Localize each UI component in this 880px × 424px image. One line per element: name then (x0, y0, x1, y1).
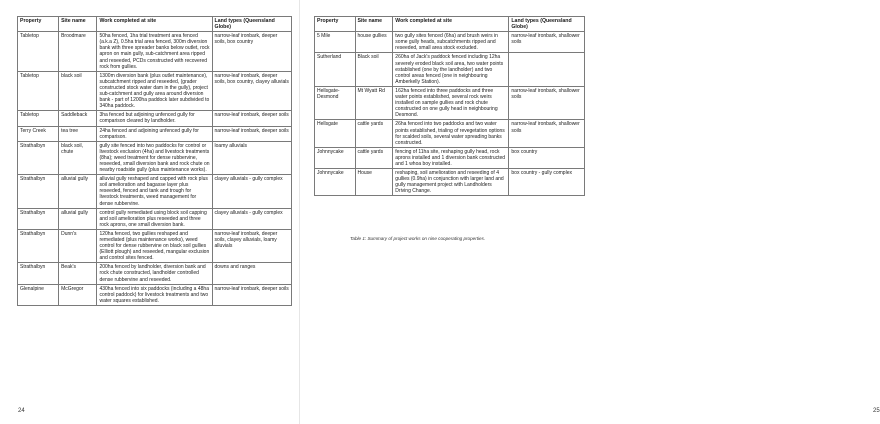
cell-property: Strathalbyn (18, 141, 59, 174)
page-number-left: 24 (18, 408, 25, 414)
cell-site-name: alluvial gully (59, 208, 97, 229)
cell-work-completed: reshaping, soil amelioration and reseeding of 4 gullies (0.9ha) in conjunction with larger land and gully management project with Landholders Driving Change. (393, 169, 509, 196)
cell-land-types: narrow-leaf ironbark, deeper soils, box country (212, 32, 291, 72)
cell-property: Tabletop (18, 111, 59, 126)
cell-land-types: narrow-leaf ironbark, shallower soils (509, 86, 585, 119)
table-row (315, 53, 585, 86)
cell-site-name: cattle yards (355, 120, 393, 147)
header-land-types: Land types (Queensland Globe) (509, 17, 585, 32)
cell-site-name: Dunn's (59, 229, 97, 262)
table-row (315, 86, 585, 119)
cell-land-types: narrow-leaf ironbark, shallower soils (509, 120, 585, 147)
header-property: Property (18, 17, 59, 32)
cell-land-types: narrow-leaf ironbark, deeper soils (212, 111, 291, 126)
table-row (18, 229, 292, 262)
header-property: Property (315, 17, 356, 32)
page-number-right: 25 (873, 408, 880, 414)
table-row (18, 141, 292, 174)
table-row (18, 263, 292, 284)
cell-site-name: Broodmare (59, 32, 97, 72)
cell-land-types (509, 53, 585, 86)
table-row (315, 120, 585, 147)
table-row (18, 208, 292, 229)
cell-work-completed: alluvial gully reshaped and capped with rock plus soil amelioration and bagasse layer plus reseeded, fenced and tank and trough for livestock treatments, weed management for dense rubbervine. (97, 175, 212, 208)
cell-work-completed: 3ha fenced but adjoining unfenced gully for comparison cleared by landholder. (97, 111, 212, 126)
table-body-left (18, 32, 292, 306)
cell-work-completed: 200ha fenced by landholder, diversion bank and rock chute constructed, landholder controlled dense rubbervine and reseeded. (97, 263, 212, 284)
cell-work-completed: control gully remediated using block soil capping and soil amelioration plus reseeded and three rock aprons, one small diversion bank. (97, 208, 212, 229)
table-row (315, 169, 585, 196)
cell-site-name: Saddleback (59, 111, 97, 126)
cell-land-types: narrow-leaf ironbark, deeper soils (212, 126, 291, 141)
cell-site-name: Mt Wyatt Rd (355, 86, 393, 119)
cell-property: Tabletop (18, 71, 59, 111)
cell-work-completed: fencing of 11ha site, reshaping gully head, rock aprons installed and 1 diversion bank constructed and 1 whoa boy installed. (393, 147, 509, 168)
cell-property: Strathalbyn (18, 229, 59, 262)
header-land-types: Land types (Queensland Globe) (212, 17, 291, 32)
table-row (18, 284, 292, 305)
table-row (315, 147, 585, 168)
cell-land-types: narrow-leaf ironbark, deeper soils, box country, clayey alluvials (212, 71, 291, 111)
cell-work-completed: two gully sites fenced (6ha) and brush weirs in some gully heads, subcatchments ripped and reseeded, small area stock excluded. (393, 32, 509, 53)
works-table-right (314, 16, 585, 196)
cell-property: Strathalbyn (18, 208, 59, 229)
cell-land-types: clayey alluvials - gully complex (212, 175, 291, 208)
cell-property: Hellsgate (315, 120, 356, 147)
cell-property: Hellsgate-Desmond (315, 86, 356, 119)
cell-property: Tabletop (18, 32, 59, 72)
cell-site-name: McGregor (59, 284, 97, 305)
cell-site-name: cattle yards (355, 147, 393, 168)
cell-land-types: narrow-leaf ironbark, shallower soils (509, 32, 585, 53)
cell-land-types: loamy alluvials (212, 141, 291, 174)
cell-site-name: Black soil (355, 53, 393, 86)
header-work-completed: Work completed at site (393, 17, 509, 32)
cell-work-completed: gully site fenced into two paddocks for control or livestock exclusion (4ha) and livestock treatments (8ha); weed treatment for dense rubbervine, reseeded, small diversion bank and rock chute on nearby roadside gully (plus maintenance works). (97, 141, 212, 174)
cell-site-name: alluvial gully (59, 175, 97, 208)
cell-land-types: clayey alluvials - gully complex (212, 208, 291, 229)
cell-work-completed: 24ha fenced and adjoining unfenced gully for comparison. (97, 126, 212, 141)
cell-property: Johnnycake (315, 147, 356, 168)
cell-site-name: tea tree (59, 126, 97, 141)
cell-work-completed: 26ha fenced into two paddocks and two water points established, trialing of revegetation options for scalded soils, several water spreading banks constructed. (393, 120, 509, 147)
cell-work-completed: 1300m diversion bank (plus outlet maintenance), subcatchment ripped and reseeded, (grader constructed stock water dam in the gully), project sub-catchment and gully area around diversion bank - part of 1200ha paddock later subdivided to 340ha paddock. (97, 71, 212, 111)
table-row (18, 71, 292, 111)
table-caption: Table 1: Summary of project works on nine cooperating properties. (350, 236, 486, 241)
cell-property: Johnnycake (315, 169, 356, 196)
cell-property: 5 Mile (315, 32, 356, 53)
cell-land-types: narrow-leaf ironbark, deeper soils (212, 284, 291, 305)
cell-land-types: box country (509, 147, 585, 168)
cell-property: Glenalpine (18, 284, 59, 305)
table-header-row (315, 17, 585, 32)
table-row (315, 32, 585, 53)
cell-work-completed: 50ha fenced, 1ha trial treatment area fenced (a.k.a Z), 0.5ha trial area fenced, 300m diversion bank with three spreader banks below outlet, rock apron on main gully, sub-catchment area ripped and reseeded, PCDs constructed with recovered rock from gullies. (97, 32, 212, 72)
works-table-left (17, 16, 292, 306)
cell-work-completed: 120ha fenced, two gullies reshaped and remediated (plus maintenance works), weed control for dense rubbervine on black soil gullies (Elliott plough) and reseeded, mangular exclusion and control sites fenced. (97, 229, 212, 262)
header-site-name: Site name (59, 17, 97, 32)
cell-property: Terry Creek (18, 126, 59, 141)
cell-site-name: black soil, chute (59, 141, 97, 174)
cell-property: Strathalbyn (18, 263, 59, 284)
cell-land-types: downs and ranges (212, 263, 291, 284)
cell-site-name: House (355, 169, 393, 196)
cell-site-name: house gullies (355, 32, 393, 53)
cell-land-types: narrow-leaf ironbark, deeper soils, clayey alluvials, loamy alluvials (212, 229, 291, 262)
table-row (18, 126, 292, 141)
header-site-name: Site name (355, 17, 393, 32)
table-body-right (315, 32, 585, 196)
table-row (18, 32, 292, 72)
cell-property: Sutherland (315, 53, 356, 86)
cell-work-completed: 162ha fenced into three paddocks and three water points established, several rock weirs installed on sample gullies and rock chute constructed on one gully head in neighbouring Desmond. (393, 86, 509, 119)
table-row (18, 111, 292, 126)
cell-property: Strathalbyn (18, 175, 59, 208)
cell-work-completed: 430ha fenced into six paddocks (including a 48ha control paddock) for livestock treatments and two water squares established. (97, 284, 212, 305)
table-header-row (18, 17, 292, 32)
cell-work-completed: 260ha of Jack's paddock fenced including 12ha severely eroded black soil area, two water points established (one by the landholder) and two control areas fenced (one in neighbouring Amberkelly Station). (393, 53, 509, 86)
cell-site-name: Beak's (59, 263, 97, 284)
cell-land-types: box country - gully complex (509, 169, 585, 196)
header-work-completed: Work completed at site (97, 17, 212, 32)
table-row (18, 175, 292, 208)
cell-site-name: black soil (59, 71, 97, 111)
